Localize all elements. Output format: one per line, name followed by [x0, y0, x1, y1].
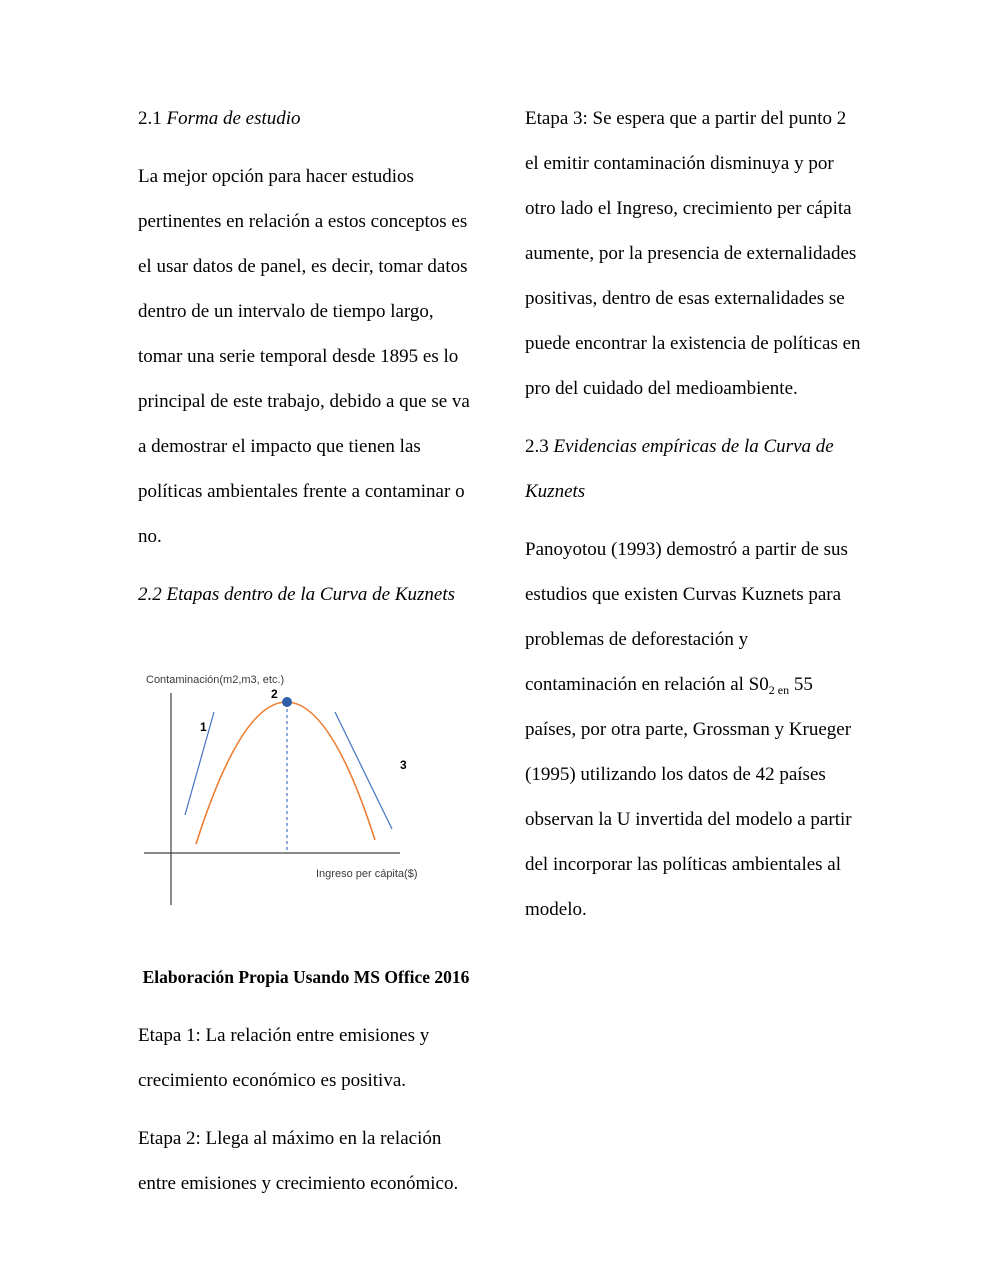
stage-label-3: 3: [400, 758, 407, 772]
left-column: [138, 96, 474, 1219]
paragraph-2-1: La mejor opción para hacer estudios pertinentes en relación a estos conceptos es el usar datos de panel, es decir, tomar datos dentro de un intervalo de tiempo largo, tomar una serie temporal desde 1895 es lo principal de este trabajo, debido a que se va a demostrar el impacto que tienen las políticas ambientales frente a contaminar o no.: [138, 166, 470, 547]
kuznets-curve-chart: [138, 667, 474, 912]
figure-caption: Elaboración Propia Usando MS Office 2016: [142, 967, 470, 987]
paragraph-etapa-3: Etapa 3: Se espera que a partir del punto 2 el emitir contaminación disminuya y por otro lado el Ingreso, crecimiento per cápita aumente, por la presencia de externalidades positivas, dentro de esas externalidades se puede encontrar la existencia de políticas en pro del cuidado del medioambiente.: [525, 108, 861, 399]
paragraph-etapa-1: Etapa 1: La relación entre emisiones y crecimiento económico es positiva.: [138, 1025, 430, 1091]
two-column-layout: [138, 96, 861, 1219]
heading-2-1-number: 2.1: [138, 108, 167, 129]
heading-2-1: [138, 96, 474, 141]
heading-2-1-title: Forma de estudio: [166, 108, 301, 129]
y-axis-label: Contaminación(m2,m3, etc.): [146, 674, 285, 686]
paragraph-2-3-text-before: Panoyotou (1993) demostró a partir de sus estudios que existen Curvas Kuznets para problemas de deforestación y contaminación en relación al S0: [525, 539, 848, 695]
kuznets-figure: [138, 667, 474, 917]
so2-subscript: 2 en: [768, 683, 790, 697]
heading-2-3-number: 2.3: [525, 436, 554, 457]
paragraph-2-3: [525, 527, 861, 932]
kuznets-curve: [196, 702, 375, 844]
peak-marker: [282, 697, 292, 707]
heading-2-3: [525, 424, 861, 514]
paragraph-2-3-text-after: 55 países, por otra parte, Grossman y Krueger (1995) utilizando los datos de 42 países observan la U invertida del modelo a partir del incorporar las políticas ambientales al modelo.: [525, 674, 852, 920]
stage-label-2: 2: [271, 687, 278, 701]
heading-2-2: 2.2 Etapas dentro de la Curva de Kuznets: [138, 584, 455, 605]
paragraph-etapa-2: Etapa 2: Llega al máximo en la relación entre emisiones y crecimiento económico.: [138, 1128, 459, 1194]
x-axis-label: Ingreso per cápita($): [316, 868, 418, 880]
stage3-guide-line: [335, 712, 392, 829]
heading-2-3-title: Evidencias empíricas de la Curva de Kuznets: [525, 436, 834, 502]
right-column: [525, 96, 861, 1219]
stage-label-1: 1: [200, 720, 207, 734]
